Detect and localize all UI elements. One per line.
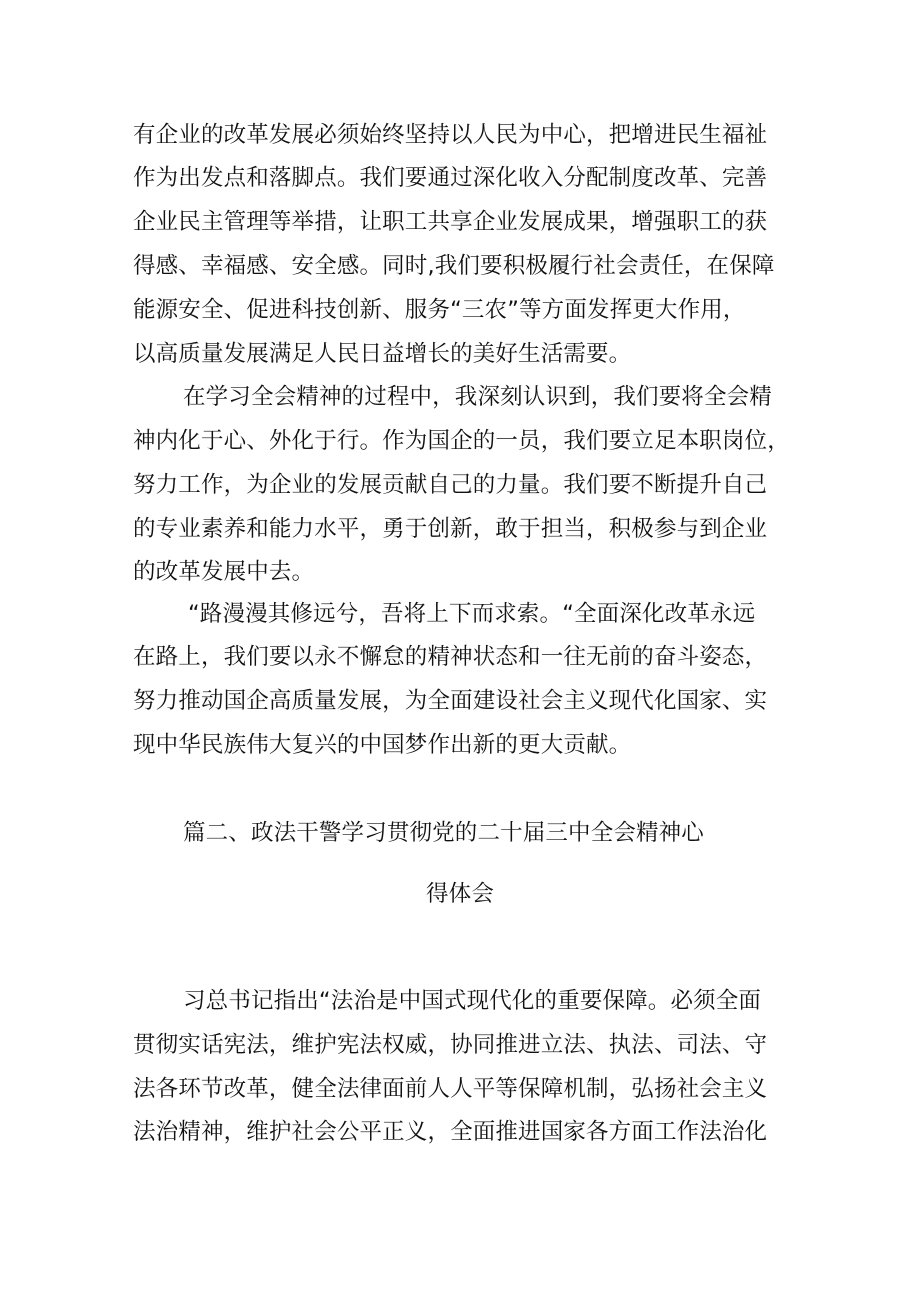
paragraph-line: 在学习全会精神的过程中，我深刻认识到，我们要将全会精 [183, 384, 772, 410]
paragraph-line: 的专业素养和能力水平，勇于创新，敢于担当，积极参与到企业 [133, 516, 768, 542]
paragraph-line: 法治精神，维护社会公平正义，全面推进国家各方面工作法治化 [133, 1119, 768, 1145]
paragraph-line: 贯彻实话宪法，维护宪法权威，协同推进立法、执法、司法、守 [133, 1032, 768, 1058]
paragraph-line: 努力推动国企高质量发展，为全面建设社会主义现代化国家、实 [133, 688, 768, 714]
paragraph-line: 努力工作，为企业的发展贡献自己的力量。我们要不断提升自己 [133, 472, 768, 498]
paragraph-line: 神内化于心、外化于行。作为国企的一员，我们要立足本职岗位， [133, 428, 790, 454]
paragraph-line: 有企业的改革发展必须始终坚持以人民为中心，把增进民生福祉 [133, 122, 768, 148]
paragraph-line: 的改革发展中去。 [133, 559, 315, 585]
paragraph-line: “路漫漫其修远兮，吾将上下而求索。“全面深化改革永远 [188, 601, 756, 627]
paragraph-line: 习总书记指出“法治是中国式现代化的重要保障。必须全面 [183, 988, 762, 1014]
section-heading-continued: 得体会 [426, 881, 494, 907]
section-heading: 篇二、政法干警学习贯彻党的二十届三中全会精神心 [183, 820, 704, 846]
paragraph-line: 得感、幸福感、安全感。同时,我们要积极履行社会责任，在保障 [133, 253, 775, 279]
paragraph-line: 在路上，我们要以永不懈怠的精神状态和一往无前的奋斗姿态， [133, 644, 768, 670]
paragraph-line: 现中华民族伟大复兴的中国梦作出新的更大贡献。 [133, 732, 632, 758]
paragraph-line: 法各环节改革，健全法律面前人人平等保障机制，弘扬社会主义 [133, 1076, 768, 1102]
paragraph-line: 作为出发点和落脚点。我们要通过深化收入分配制度改革、完善 [133, 165, 768, 191]
paragraph-line: 企业民主管理等举措，让职工共享企业发展成果，增强职工的获 [133, 209, 768, 235]
paragraph-line: 能源安全、促进科技创新、服务“三农”等方面发挥更大作用， [133, 297, 746, 323]
paragraph-line: 以高质量发展满足人民日益增长的美好生活需要。 [133, 341, 632, 367]
